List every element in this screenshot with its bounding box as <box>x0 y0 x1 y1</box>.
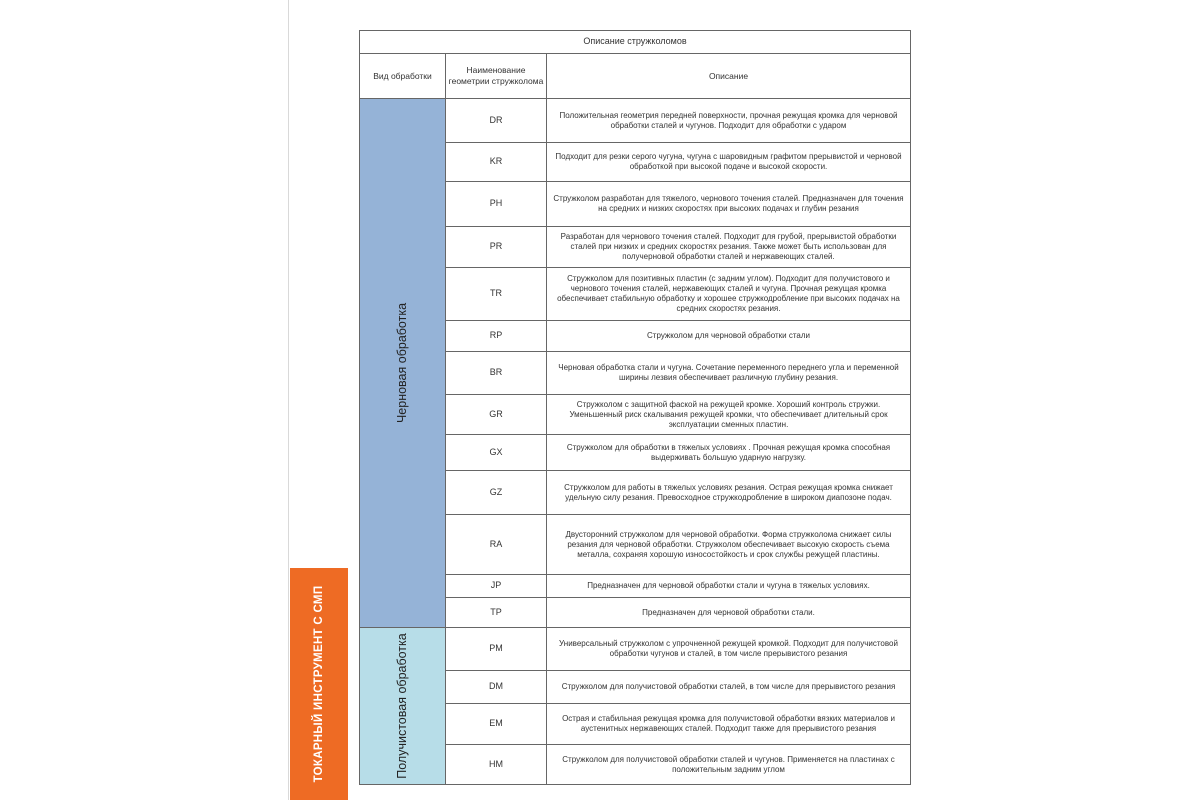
chipbreaker-code: GZ <box>446 471 547 515</box>
chipbreaker-description: Предназначен для черновой обработки стали и чугуна в тяжелых условиях. <box>547 575 911 598</box>
chipbreaker-code: PH <box>446 182 547 227</box>
chipbreaker-description: Стружколом для черновой обработки стали <box>547 321 911 352</box>
chipbreaker-description: Универсальный стружколом с упрочненной режущей кромкой. Подходит для получистовой обработки чугунов и сталей, в том числе прерывистого резания <box>547 628 911 671</box>
chipbreaker-table <box>359 30 911 785</box>
column-header-name: Наименование геометрии стружколома <box>446 54 547 99</box>
chipbreaker-code: JP <box>446 575 547 598</box>
chipbreaker-description: Стружколом для обработки в тяжелых условиях . Прочная режущая кромка способная выдерживать большую ударную нагрузку. <box>547 435 911 471</box>
chipbreaker-description: Стружколом с защитной фаской на режущей кромке. Хороший контроль стружки. Уменьшенный риск скалывания режущей кромки, что обеспечивает длительный срок эксплуатации сменных пластин. <box>547 395 911 435</box>
chipbreaker-description: Острая и стабильная режущая кромка для получистовой обработки вязких материалов и аустенитных нержавеющих сталей. Подходит также для прерывистого резания <box>547 704 911 745</box>
chipbreaker-description: Стружколом для работы в тяжелых условиях резания. Острая режущая кромка снижает удельную силу резания. Превосходное стружкодробление в широком диапозоне подач. <box>547 471 911 515</box>
chipbreaker-description: Черновая обработка стали и чугуна. Сочетание переменного переднего угла и переменной ширины лезвия обеспечивает различную глубину резания. <box>547 352 911 395</box>
section-side-tab <box>290 568 348 800</box>
table-row <box>360 99 911 143</box>
chipbreaker-code: PR <box>446 227 547 268</box>
chipbreaker-code: DR <box>446 99 547 143</box>
column-header-description: Описание <box>547 54 911 99</box>
chipbreaker-code: HM <box>446 745 547 785</box>
group-cell-semi-finishing <box>360 628 446 785</box>
chipbreaker-code: BR <box>446 352 547 395</box>
section-tab-label: ТОКАРНЫЙ ИНСТРУМЕНТ С СМП <box>313 585 325 783</box>
chipbreaker-code: KR <box>446 143 547 182</box>
chipbreaker-description: Двусторонний стружколом для черновой обработки. Форма стружколома снижает силы резания для черновой обработки. Стружколом обеспечивает высокую скорость съема металла, сохраняя хорошую износостойкость и срок службы режущей пластины. <box>547 515 911 575</box>
table-caption: Описание стружколомов <box>360 31 911 54</box>
chipbreaker-code: EM <box>446 704 547 745</box>
chipbreaker-code: RA <box>446 515 547 575</box>
page-edge-divider <box>288 0 289 800</box>
chipbreaker-description: Стружколом разработан для тяжелого, чернового точения сталей. Предназначен для точения на средних и низких скоростях при высоких подачах и глубин резания <box>547 182 911 227</box>
chipbreaker-description: Предназначен для черновой обработки стали. <box>547 598 911 628</box>
group-label-rough: Черновая обработка <box>394 302 409 424</box>
chipbreaker-code: TR <box>446 268 547 321</box>
chipbreaker-description: Разработан для чернового точения сталей. Подходит для грубой, прерывистой обработки сталей при низких и средних скоростях резания. Также может быть использован для получерновой обработки сталей и нержавеющих сталей. <box>547 227 911 268</box>
chipbreaker-description: Стружколом для получистовой обработки сталей и чугунов. Применяется на пластинах с положительным задним углом <box>547 745 911 785</box>
group-label-semi-finishing: Получистовая обработка <box>394 633 409 779</box>
chipbreaker-description: Подходит для резки серого чугуна, чугуна с шаровидным графитом прерывистой и черновой обработкой при высокой подаче и высокой скорости. <box>547 143 911 182</box>
chipbreaker-code: RP <box>446 321 547 352</box>
chipbreaker-description: Стружколом для получистовой обработки сталей, в том числе для прерывистого резания <box>547 671 911 704</box>
chipbreaker-description: Положительная геометрия передней поверхности, прочная режущая кромка для черновой обработки сталей и чугунов. Подходит для обработки с ударом <box>547 99 911 143</box>
column-header-type: Вид обработки <box>360 54 446 99</box>
chipbreaker-code: TP <box>446 598 547 628</box>
group-cell-rough <box>360 99 446 628</box>
chipbreaker-code: DM <box>446 671 547 704</box>
chipbreaker-code: GX <box>446 435 547 471</box>
table-row <box>360 628 911 671</box>
chipbreaker-code: PM <box>446 628 547 671</box>
chipbreaker-description: Стружколом для позитивных пластин (с задним углом). Подходит для получистового и чернового точения сталей, нержавеющих сталей и чугуна. Прочная режущая кромка обеспечивает стабильную обработку и хорошее стружкодробление при высоких подачах на средних скоростях резания. <box>547 268 911 321</box>
chipbreaker-code: GR <box>446 395 547 435</box>
